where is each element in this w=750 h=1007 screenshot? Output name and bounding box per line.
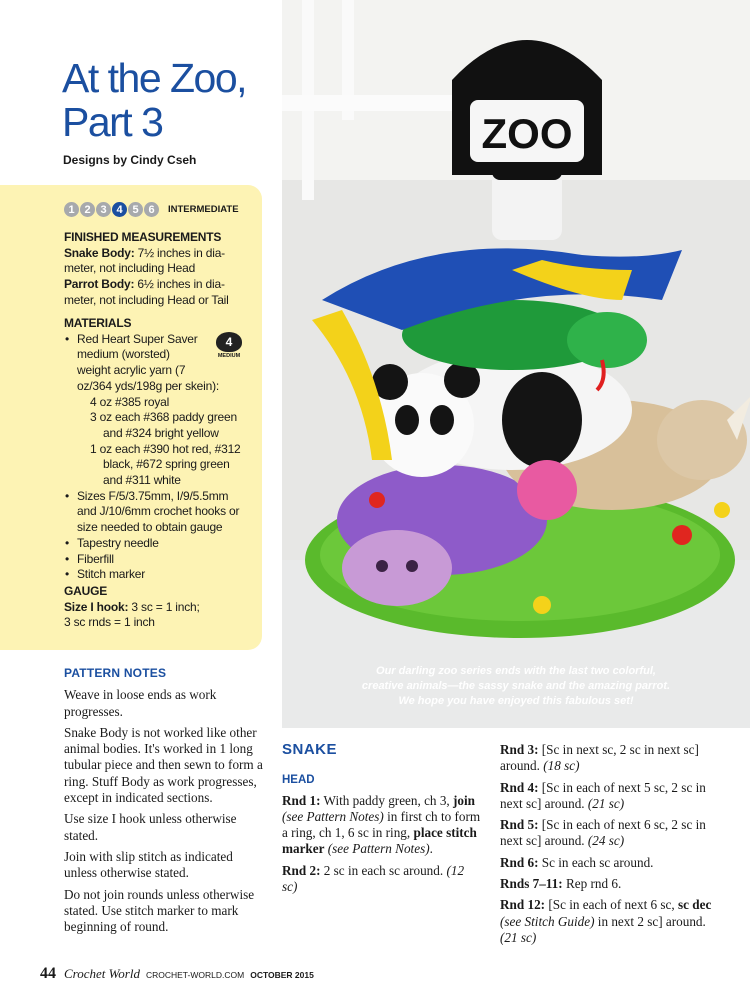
list-item: • Fiberfill — [64, 552, 254, 568]
note-paragraph: Do not join rounds unless otherwise stated. Use stitch marker to mark beginning of round. — [64, 886, 255, 935]
skill-level-5: 5 — [128, 202, 143, 217]
note-paragraph: Use size I hook unless otherwise stated. — [64, 811, 237, 843]
crochet-animals-illustration — [282, 0, 750, 728]
list-item: • Red Heart Super Saver medium (worsted) weight acrylic yarn (7 oz/364 yds/198g per skein): — [64, 332, 254, 395]
page-footer — [40, 965, 314, 983]
yarn-weight-icon: 4 MEDIUM — [212, 332, 246, 359]
materials-list — [64, 316, 254, 583]
zoo-sign-text: ZOO — [481, 110, 573, 157]
snake-pattern-col2 — [500, 742, 712, 951]
skill-level-4: 4 — [112, 202, 127, 217]
round-4: Rnd 4: [Sc in each of next 5 sc, 2 sc in next sc] around. (21 sc) — [500, 779, 706, 811]
list-item: • Tapestry needle — [64, 536, 254, 552]
parrot-measurement: Parrot Body: 6½ inches in dia- — [64, 277, 225, 292]
section-heading-snake: SNAKE — [282, 741, 338, 758]
snake-pattern-col1 — [282, 742, 482, 900]
skill-level-label: INTERMEDIATE — [168, 204, 239, 215]
measurements-heading: FINISHED MEASUREMENTS — [64, 230, 222, 244]
zoo-photo — [282, 0, 750, 728]
round-1: Rnd 1: With paddy green, ch 3, join (see Pattern Notes) in first ch to form a ring, ch 1, 6 sc in ring, place stitch marker (see Pattern Notes). — [282, 792, 481, 857]
skill-level-6: 6 — [144, 202, 159, 217]
designer-credit: Designs by Cindy Cseh — [63, 153, 197, 167]
page-title: At the Zoo, Part 3 — [62, 55, 247, 145]
gauge: GAUGE Size I hook: 3 sc = 1 inch; 3 sc rnds = 1 inch — [64, 584, 254, 631]
skill-level-1: 1 — [64, 202, 79, 217]
issue-date: OCTOBER 2015 — [250, 970, 314, 980]
list-item: • Sizes F/5/3.75mm, I/9/5.5mm and J/10/6mm crochet hooks or size needed to obtain gauge — [64, 489, 254, 536]
pattern-notes-heading: PATTERN NOTES — [64, 666, 167, 680]
note-paragraph: Join with slip stitch as indicated unless otherwise stated. — [64, 848, 233, 881]
list-item: • Stitch marker — [64, 567, 254, 583]
round-6: Rnd 6: Sc in each sc around. — [500, 854, 654, 870]
rounds-7-11: Rnds 7–11: Rep rnd 6. — [500, 876, 622, 892]
photo-caption: Our darling zoo series ends with the last two colorful, creative animals—the sassy snake and the amazing parrot. We hope you have enjoyed this fabulous set! — [361, 665, 671, 707]
materials-heading: MATERIALS — [64, 316, 132, 330]
skill-level-3: 3 — [96, 202, 111, 217]
note-paragraph: Weave in loose ends as work progresses. — [64, 687, 217, 719]
round-2: Rnd 2: 2 sc in each sc around. (12 sc) — [282, 862, 465, 895]
finished-measurements: FINISHED MEASUREMENTS Snake Body: 7½ inches in dia- meter, not including Head Parrot Body: 6½ inches in dia- meter, not including Head or Tail — [64, 230, 254, 309]
note-paragraph: Snake Body is not worked like other animal bodies. It's worked in 1 long tubular piece and then sewn to form a ring. Stuff Body as work progresses, except in indicated sections. — [64, 724, 263, 806]
skill-level — [64, 202, 239, 217]
page-number: 44 — [40, 965, 56, 982]
gauge-heading: GAUGE — [64, 584, 108, 598]
skill-level-2: 2 — [80, 202, 95, 217]
pattern-notes — [64, 665, 264, 940]
round-5: Rnd 5: [Sc in each of next 6 sc, 2 sc in next sc] around. (24 sc) — [500, 817, 706, 849]
magazine-name: Crochet World — [64, 966, 140, 981]
snake-measurement: Snake Body: 7½ inches in dia- — [64, 245, 225, 260]
subheading-head: HEAD — [282, 774, 315, 787]
yarn-colors: 4 oz #385 royal 3 oz each #368 paddy green and #324 bright yellow 1 oz each #390 hot red, #312 black, #672 spring green and #311 white — [90, 394, 241, 488]
website: CROCHET-WORLD.COM — [145, 970, 245, 980]
round-12: Rnd 12: [Sc in each of next 6 sc, sc dec (see Stitch Guide) in next 2 sc] around. (21 sc) — [500, 897, 712, 945]
round-3: Rnd 3: [Sc in next sc, 2 sc in next sc] around. (18 sc) — [500, 742, 699, 774]
